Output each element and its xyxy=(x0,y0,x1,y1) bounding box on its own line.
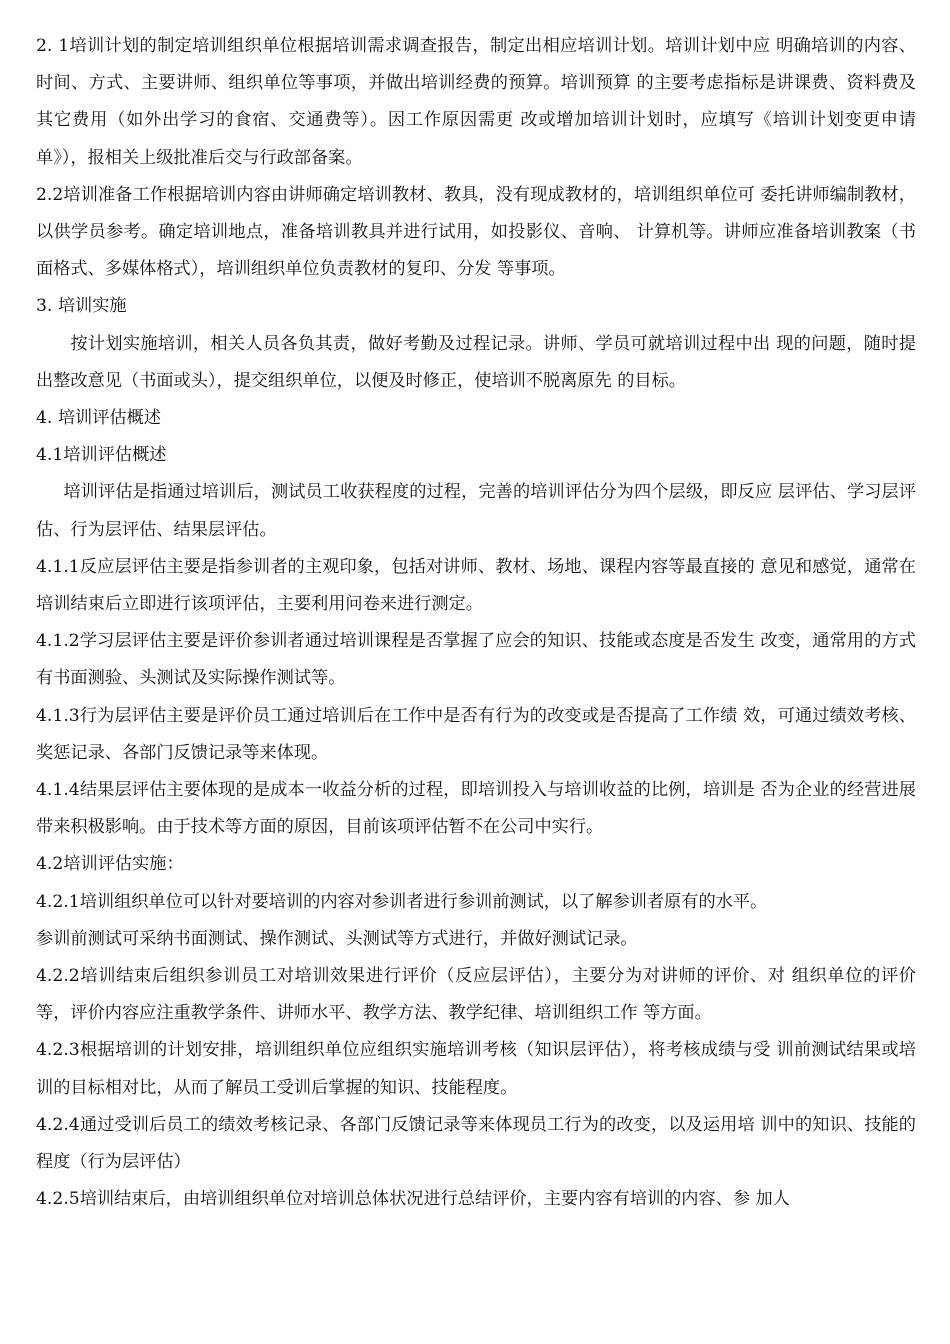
paragraph-4-1-evaluation-body: 培训评估是指通过培训后，测试员工收获程度的过程，完善的培训评估分为四个层级，即反应 层评估、学习层评估、行为层评估、结果层评估。 xyxy=(36,482,916,540)
paragraph-4-2-2-reaction-evaluation: 4.2.2培训结束后组织参训员工对培训效果进行评价（反应层评估），主要分为对讲师的评价、对 组织单位的评价等，评价内容应注重教学条件、讲师水平、教学方法、教学纪律、培训组织工作 等方面。 xyxy=(36,966,916,1024)
paragraph-2-2-training-preparation: 2.2培训准备工作根据培训内容由讲师确定培训教材、教具，没有现成教材的，培训组织单位可 委托讲师编制教材，以供学员参考。确定培训地点，准备培训教具并进行试用，如投影仪、音响、 计算机等。讲师应准备培训教案（书面格式、多媒体格式），培训组织单位负责教材的复印、分发 等事项。 xyxy=(36,184,916,280)
paragraph-4-1-3-behavior-level: 4.1.3行为层评估主要是评价员工通过培训后在工作中是否有行为的改变或是否提高了工作绩 效，可通过绩效考核、奖惩记录、各部门反馈记录等来体现。 xyxy=(36,705,916,763)
paragraph-4-1-4-result-level: 4.1.4结果层评估主要体现的是成本一收益分析的过程，即培训投入与培训收益的比例，培训是 否为企业的经营进展带来积极影响。由于技术等方面的原因，目前该项评估暂不在公司中实行。 xyxy=(36,780,916,838)
paragraph-4-2-1-test-methods: 参训前测试可采纳书面测试、操作测试、头测试等方式进行，并做好测试记录。 xyxy=(36,928,638,949)
paragraph-4-2-4-behavior-evaluation: 4.2.4通过受训后员工的绩效考核记录、各部门反馈记录等来体现员工行为的改变，以及运用培 训中的知识、技能的程度（行为层评估） xyxy=(36,1114,916,1173)
heading-4-2-evaluation-implementation: 4.2培训评估实施： xyxy=(36,854,184,875)
heading-4-evaluation-overview: 4. 培训评估概述 xyxy=(36,408,161,429)
heading-4-1-evaluation-overview: 4.1培训评估概述 xyxy=(36,445,167,466)
paragraph-4-1-2-learning-level: 4.1.2学习层评估主要是评价参训者通过培训课程是否掌握了应会的知识、技能或态度是否发生 改变，通常用的方式有书面测验、头测试及实际操作测试等。 xyxy=(36,631,916,689)
paragraph-2-1-training-plan: 2. 1培训计划的制定培训组织单位根据培训需求调查报告，制定出相应培训计划。培训计划中应 明确培训的内容、时间、方式、主要讲师、组织单位等事项，并做出培训经费的预算。培训预算 的主要考虑指标是讲课费、资料费及其它费用（如外出学习的食宿、交通费等）。因工作原因需更 改或增加培训计划时，应填写《培训计划变更申请单》），报相关上级批准后交与行政部备案。 xyxy=(36,36,916,168)
paragraph-4-2-5-summary-evaluation: 4.2.5培训结束后，由培训组织单位对培训总体状况进行总结评价，主要内容有培训的内容、参 加人 xyxy=(36,1189,790,1210)
document-page xyxy=(36,28,916,1219)
paragraph-4-2-1-pre-training-test: 4.2.1培训组织单位可以针对要培训的内容对参训者进行参训前测试，以了解参训者原有的水平。 xyxy=(36,891,768,912)
paragraph-4-1-1-reaction-level: 4.1.1反应层评估主要是指参训者的主观印象，包括对讲师、教材、场地、课程内容等最直接的 意见和感觉，通常在培训结束后立即进行该项评估，主要利用问卷来进行测定。 xyxy=(36,556,916,615)
paragraph-3-implementation-body: 按计划实施培训，相关人员各负其责，做好考勤及过程记录。讲师、学员可就培训过程中出 现的问题，随时提出整改意见（书面或头），提交组织单位，以便及时修正，使培训不脱离原先 的目标。 xyxy=(36,333,916,391)
paragraph-4-2-3-knowledge-evaluation: 4.2.3根据培训的计划安排，培训组织单位应组织实施培训考核（知识层评估），将考核成绩与受 训前测试结果或培训的目标相对比，从而了解员工受训后掌握的知识、技能程度。 xyxy=(36,1040,916,1098)
heading-3-training-implementation: 3. 培训实施 xyxy=(36,296,127,317)
